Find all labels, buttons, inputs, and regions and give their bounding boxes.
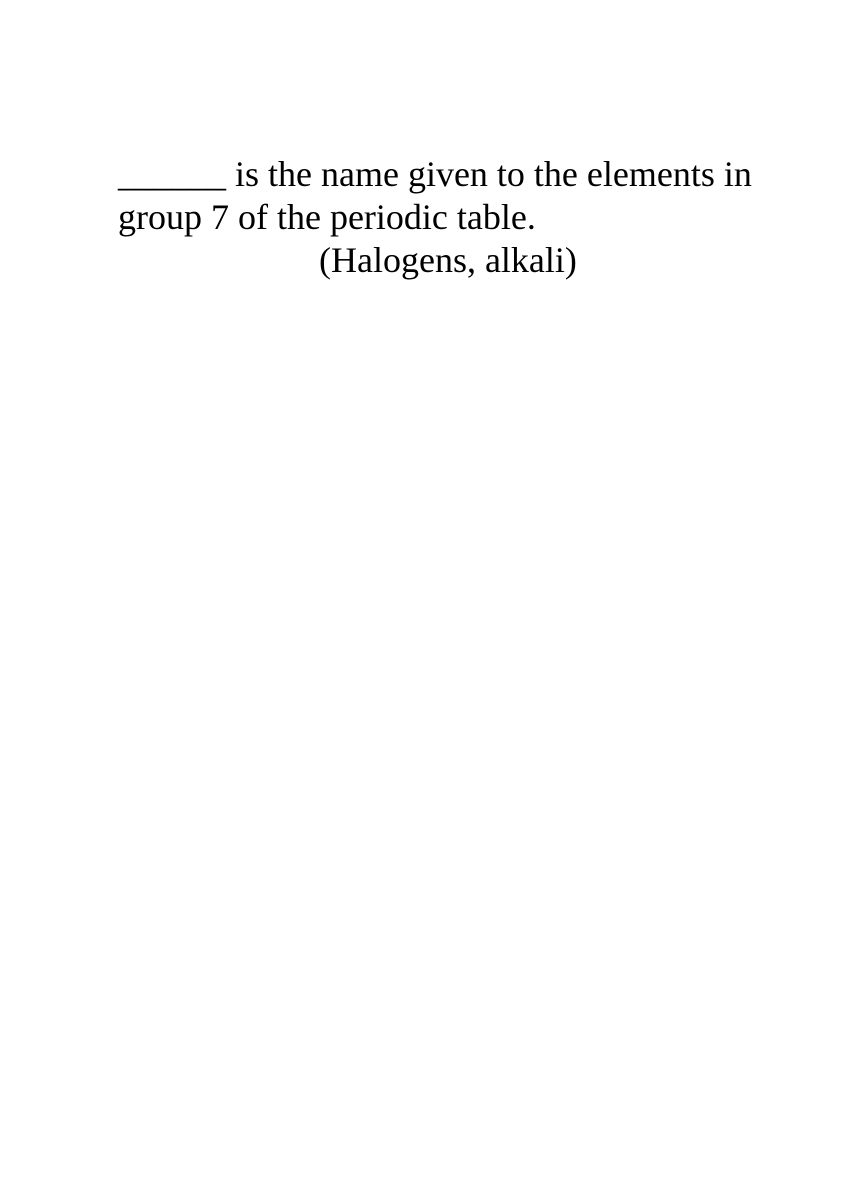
- question-line-2: group 7 of the periodic table.: [118, 197, 536, 237]
- fill-in-blank-question: [118, 153, 818, 282]
- question-line-1: ______ is the name given to the elements in: [118, 154, 752, 194]
- answer-options: (Halogens, alkali): [319, 240, 577, 280]
